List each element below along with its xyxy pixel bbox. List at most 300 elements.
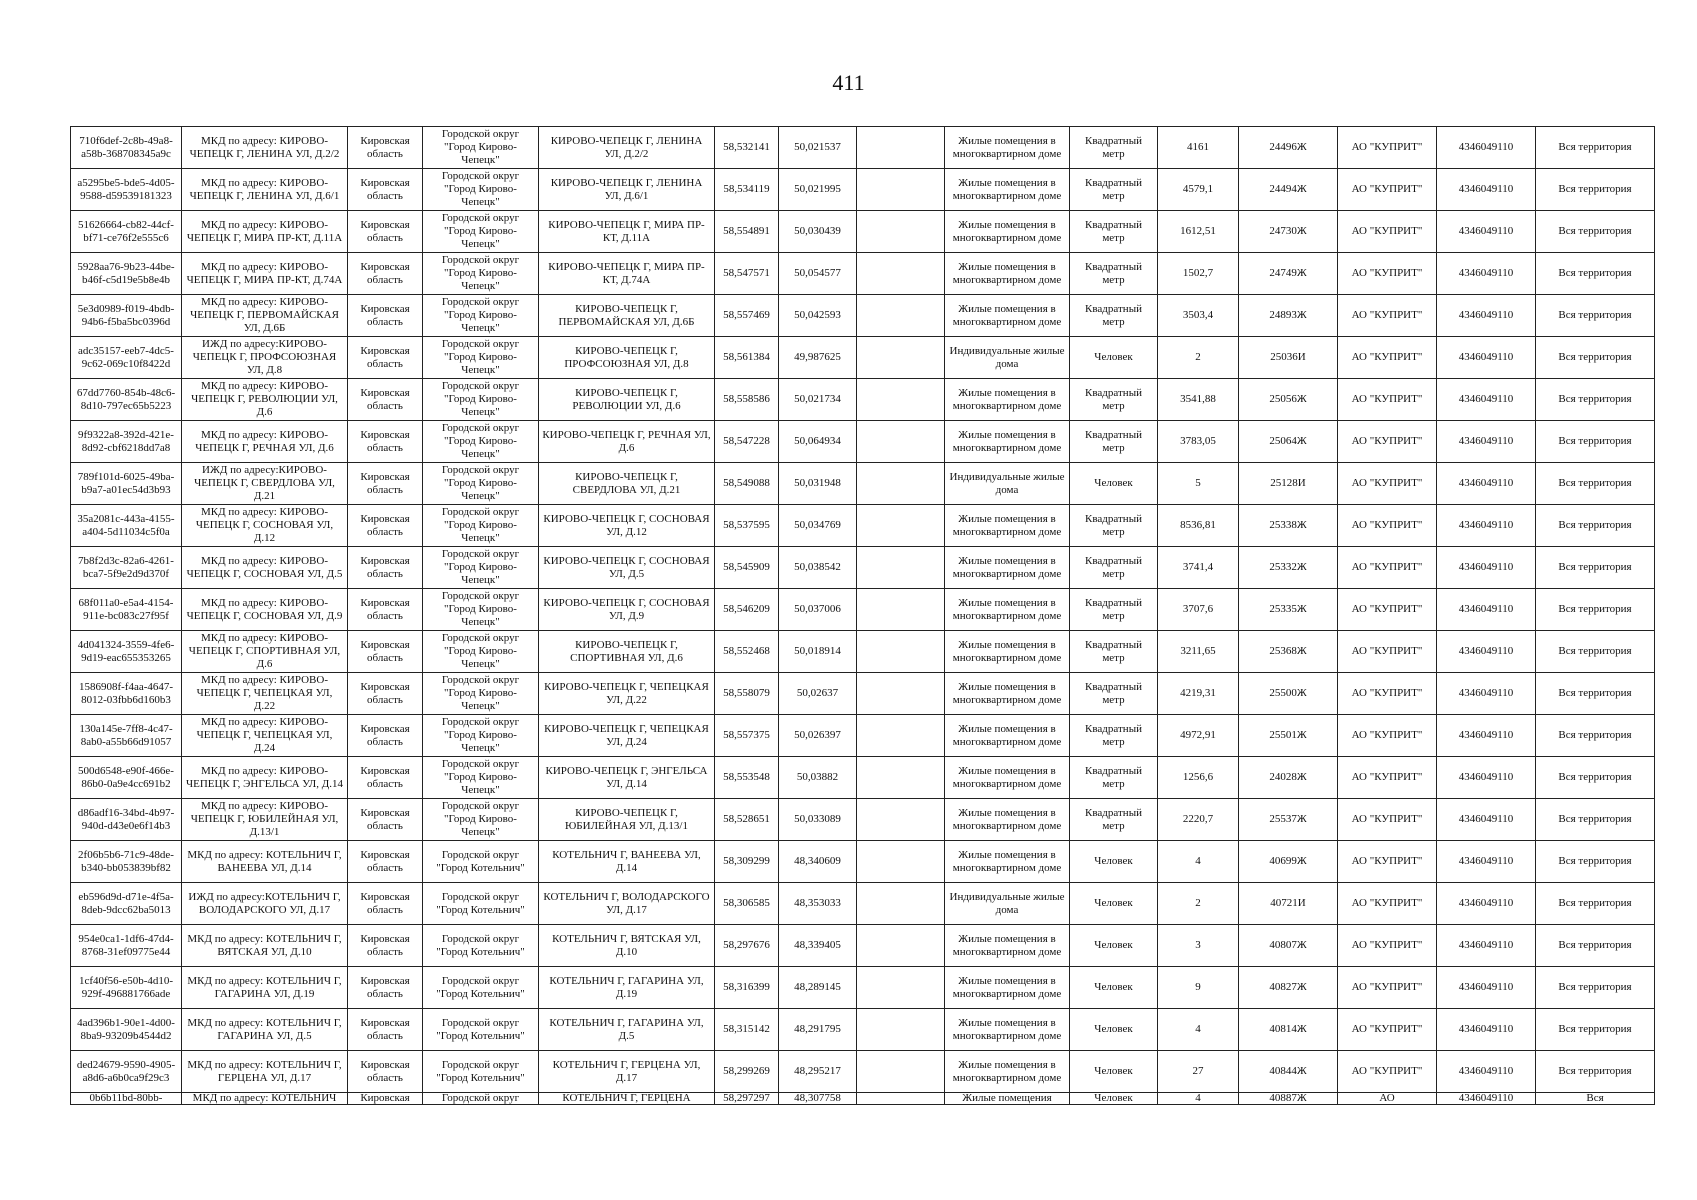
id-cell: 5928aa76-9b23-44be-b46f-c5d19e5b8e4b [71, 253, 182, 295]
region-cell: Кировская область [348, 883, 423, 925]
table-row [71, 295, 1655, 337]
territory-cell: Вся территория [1536, 421, 1655, 463]
address-cell: КИРОВО-ЧЕПЕЦК Г, СОСНОВАЯ УЛ, Д.5 [539, 547, 715, 589]
latitude-cell: 58,315142 [715, 1009, 779, 1051]
organization-cell: АО "КУПРИТ" [1338, 589, 1437, 631]
unit-cell: Квадратный метр [1070, 379, 1158, 421]
empty-cell [857, 841, 945, 883]
unit-cell: Квадратный метр [1070, 589, 1158, 631]
organization-cell: АО "КУПРИТ" [1338, 1009, 1437, 1051]
inn-cell: 4346049110 [1437, 967, 1536, 1009]
latitude-cell: 58,558586 [715, 379, 779, 421]
district-cell: Городской округ "Город Кирово-Чепецк" [423, 127, 539, 169]
region-cell: Кировская область [348, 337, 423, 379]
unit-cell: Квадратный метр [1070, 127, 1158, 169]
organization-cell: АО "КУПРИТ" [1338, 211, 1437, 253]
id-cell: 0b6b11bd-80bb- [71, 1093, 182, 1105]
address-cell: КОТЕЛЬНИЧ Г, ГЕРЦЕНА [539, 1093, 715, 1105]
table-row [71, 127, 1655, 169]
empty-cell [857, 379, 945, 421]
district-cell: Городской округ "Город Кирово-Чепецк" [423, 673, 539, 715]
object-type-cell: Жилые помещения в многоквартирном доме [945, 169, 1070, 211]
id-cell: 954e0ca1-1df6-47d4-8768-31ef09775e44 [71, 925, 182, 967]
longitude-cell: 50,030439 [779, 211, 857, 253]
district-cell: Городской округ "Город Котельнич" [423, 1009, 539, 1051]
table-row [71, 841, 1655, 883]
territory-cell: Вся территория [1536, 1051, 1655, 1093]
region-cell: Кировская область [348, 967, 423, 1009]
amount-cell: 3 [1158, 925, 1239, 967]
table-row [71, 505, 1655, 547]
organization-cell: АО "КУПРИТ" [1338, 673, 1437, 715]
longitude-cell: 48,339405 [779, 925, 857, 967]
organization-cell: АО "КУПРИТ" [1338, 463, 1437, 505]
amount-cell: 3707,6 [1158, 589, 1239, 631]
territory-cell: Вся территория [1536, 631, 1655, 673]
organization-cell: АО "КУПРИТ" [1338, 253, 1437, 295]
object-name-cell: МКД по адресу: КИРОВО-ЧЕПЕЦК Г, РЕЧНАЯ УЛ, Д.6 [182, 421, 348, 463]
empty-cell [857, 295, 945, 337]
code-cell: 24028Ж [1239, 757, 1338, 799]
address-cell: КИРОВО-ЧЕПЕЦК Г, ЧЕПЕЦКАЯ УЛ, Д.24 [539, 715, 715, 757]
table-row [71, 1009, 1655, 1051]
code-cell: 25335Ж [1239, 589, 1338, 631]
object-type-cell: Жилые помещения в многоквартирном доме [945, 967, 1070, 1009]
code-cell: 24496Ж [1239, 127, 1338, 169]
region-cell: Кировская область [348, 589, 423, 631]
territory-cell: Вся территория [1536, 127, 1655, 169]
object-type-cell: Индивидуальные жилые дома [945, 463, 1070, 505]
address-cell: КИРОВО-ЧЕПЕЦК Г, ПЕРВОМАЙСКАЯ УЛ, Д.6Б [539, 295, 715, 337]
district-cell: Городской округ "Город Котельнич" [423, 967, 539, 1009]
table-row [71, 169, 1655, 211]
table-row [71, 463, 1655, 505]
territory-cell: Вся территория [1536, 547, 1655, 589]
amount-cell: 4 [1158, 1009, 1239, 1051]
object-name-cell: МКД по адресу: КИРОВО-ЧЕПЕЦК Г, СОСНОВАЯ УЛ, Д.9 [182, 589, 348, 631]
territory-cell: Вся территория [1536, 463, 1655, 505]
amount-cell: 3541,88 [1158, 379, 1239, 421]
code-cell: 25368Ж [1239, 631, 1338, 673]
object-type-cell: Жилые помещения в многоквартирном доме [945, 589, 1070, 631]
id-cell: 51626664-cb82-44cf-bf71-ce76f2e555c6 [71, 211, 182, 253]
unit-cell: Человек [1070, 337, 1158, 379]
empty-cell [857, 715, 945, 757]
amount-cell: 1502,7 [1158, 253, 1239, 295]
code-cell: 25537Ж [1239, 799, 1338, 841]
code-cell: 40721И [1239, 883, 1338, 925]
object-name-cell: ИЖД по адресу:КИРОВО-ЧЕПЕЦК Г, СВЕРДЛОВА УЛ, Д.21 [182, 463, 348, 505]
unit-cell: Человек [1070, 841, 1158, 883]
code-cell: 24893Ж [1239, 295, 1338, 337]
inn-cell: 4346049110 [1437, 547, 1536, 589]
amount-cell: 4579,1 [1158, 169, 1239, 211]
table-row [71, 925, 1655, 967]
code-cell: 25501Ж [1239, 715, 1338, 757]
unit-cell: Квадратный метр [1070, 295, 1158, 337]
territory-cell: Вся территория [1536, 211, 1655, 253]
region-cell: Кировская область [348, 841, 423, 883]
empty-cell [857, 589, 945, 631]
longitude-cell: 48,291795 [779, 1009, 857, 1051]
district-cell: Городской округ "Город Кирово-Чепецк" [423, 589, 539, 631]
page-number: 411 [832, 70, 865, 95]
object-type-cell: Жилые помещения в многоквартирном доме [945, 673, 1070, 715]
inn-cell: 4346049110 [1437, 1093, 1536, 1105]
organization-cell: АО "КУПРИТ" [1338, 1051, 1437, 1093]
object-type-cell: Жилые помещения в многоквартирном доме [945, 127, 1070, 169]
object-type-cell: Жилые помещения [945, 1093, 1070, 1105]
territory-cell: Вся территория [1536, 715, 1655, 757]
object-type-cell: Жилые помещения в многоквартирном доме [945, 295, 1070, 337]
amount-cell: 8536,81 [1158, 505, 1239, 547]
region-cell: Кировская область [348, 673, 423, 715]
empty-cell [857, 757, 945, 799]
inn-cell: 4346049110 [1437, 673, 1536, 715]
table-row [71, 421, 1655, 463]
object-name-cell: МКД по адресу: КИРОВО-ЧЕПЕЦК Г, ЭНГЕЛЬСА УЛ, Д.14 [182, 757, 348, 799]
latitude-cell: 58,309299 [715, 841, 779, 883]
territory-cell: Вся территория [1536, 883, 1655, 925]
object-type-cell: Жилые помещения в многоквартирном доме [945, 211, 1070, 253]
longitude-cell: 50,021537 [779, 127, 857, 169]
object-name-cell: МКД по адресу: КИРОВО-ЧЕПЕЦК Г, ЧЕПЕЦКАЯ УЛ, Д.24 [182, 715, 348, 757]
unit-cell: Квадратный метр [1070, 211, 1158, 253]
region-cell: Кировская область [348, 715, 423, 757]
amount-cell: 3503,4 [1158, 295, 1239, 337]
object-name-cell: МКД по адресу: КОТЕЛЬНИЧ Г, ГАГАРИНА УЛ, Д.5 [182, 1009, 348, 1051]
code-cell: 40844Ж [1239, 1051, 1338, 1093]
organization-cell: АО "КУПРИТ" [1338, 379, 1437, 421]
latitude-cell: 58,549088 [715, 463, 779, 505]
object-type-cell: Жилые помещения в многоквартирном доме [945, 1051, 1070, 1093]
latitude-cell: 58,545909 [715, 547, 779, 589]
amount-cell: 5 [1158, 463, 1239, 505]
object-name-cell: МКД по адресу: КИРОВО-ЧЕПЕЦК Г, РЕВОЛЮЦИИ УЛ, Д.6 [182, 379, 348, 421]
district-cell: Городской округ "Город Кирово-Чепецк" [423, 463, 539, 505]
id-cell: 1586908f-f4aa-4647-8012-03fbb6d160b3 [71, 673, 182, 715]
organization-cell: АО "КУПРИТ" [1338, 715, 1437, 757]
object-type-cell: Жилые помещения в многоквартирном доме [945, 925, 1070, 967]
latitude-cell: 58,534119 [715, 169, 779, 211]
inn-cell: 4346049110 [1437, 1009, 1536, 1051]
unit-cell: Квадратный метр [1070, 253, 1158, 295]
unit-cell: Квадратный метр [1070, 547, 1158, 589]
organization-cell: АО "КУПРИТ" [1338, 505, 1437, 547]
latitude-cell: 58,554891 [715, 211, 779, 253]
longitude-cell: 50,037006 [779, 589, 857, 631]
longitude-cell: 49,987625 [779, 337, 857, 379]
unit-cell: Человек [1070, 925, 1158, 967]
id-cell: 500d6548-e90f-466e-86b0-0a9e4cc691b2 [71, 757, 182, 799]
inn-cell: 4346049110 [1437, 295, 1536, 337]
region-cell: Кировская область [348, 799, 423, 841]
address-cell: КИРОВО-ЧЕПЕЦК Г, ЛЕНИНА УЛ, Д.6/1 [539, 169, 715, 211]
region-cell: Кировская область [348, 211, 423, 253]
amount-cell: 2 [1158, 883, 1239, 925]
region-cell: Кировская область [348, 379, 423, 421]
territory-cell: Вся территория [1536, 169, 1655, 211]
latitude-cell: 58,557469 [715, 295, 779, 337]
address-cell: КИРОВО-ЧЕПЕЦК Г, ЮБИЛЕЙНАЯ УЛ, Д.13/1 [539, 799, 715, 841]
address-cell: КИРОВО-ЧЕПЕЦК Г, СОСНОВАЯ УЛ, Д.12 [539, 505, 715, 547]
inn-cell: 4346049110 [1437, 1051, 1536, 1093]
organization-cell: АО "КУПРИТ" [1338, 967, 1437, 1009]
longitude-cell: 48,307758 [779, 1093, 857, 1105]
inn-cell: 4346049110 [1437, 589, 1536, 631]
table-row [71, 1051, 1655, 1093]
object-type-cell: Жилые помещения в многоквартирном доме [945, 547, 1070, 589]
address-cell: КИРОВО-ЧЕПЕЦК Г, ПРОФСОЮЗНАЯ УЛ, Д.8 [539, 337, 715, 379]
empty-cell [857, 1009, 945, 1051]
longitude-cell: 50,031948 [779, 463, 857, 505]
district-cell: Городской округ "Город Котельнич" [423, 883, 539, 925]
organization-cell: АО "КУПРИТ" [1338, 337, 1437, 379]
code-cell: 24494Ж [1239, 169, 1338, 211]
unit-cell: Квадратный метр [1070, 799, 1158, 841]
empty-cell [857, 127, 945, 169]
territory-cell: Вся [1536, 1093, 1655, 1105]
region-cell: Кировская область [348, 169, 423, 211]
empty-cell [857, 547, 945, 589]
unit-cell: Квадратный метр [1070, 169, 1158, 211]
table-row [71, 673, 1655, 715]
region-cell: Кировская область [348, 757, 423, 799]
object-name-cell: МКД по адресу: КОТЕЛЬНИЧ Г, ВЯТСКАЯ УЛ, Д.10 [182, 925, 348, 967]
district-cell: Городской округ "Город Кирово-Чепецк" [423, 337, 539, 379]
organization-cell: АО "КУПРИТ" [1338, 631, 1437, 673]
district-cell: Городской округ "Город Кирово-Чепецк" [423, 379, 539, 421]
territory-cell: Вся территория [1536, 967, 1655, 1009]
table-row [71, 379, 1655, 421]
inn-cell: 4346049110 [1437, 757, 1536, 799]
id-cell: adc35157-eeb7-4dc5-9c62-069c10f8422d [71, 337, 182, 379]
inn-cell: 4346049110 [1437, 841, 1536, 883]
code-cell: 40827Ж [1239, 967, 1338, 1009]
address-cell: КИРОВО-ЧЕПЕЦК Г, ЛЕНИНА УЛ, Д.2/2 [539, 127, 715, 169]
latitude-cell: 58,547571 [715, 253, 779, 295]
district-cell: Городской округ "Город Кирово-Чепецк" [423, 715, 539, 757]
id-cell: 2f06b5b6-71c9-48de-b340-bb053839bf82 [71, 841, 182, 883]
table-row [71, 589, 1655, 631]
address-cell: КИРОВО-ЧЕПЕЦК Г, СОСНОВАЯ УЛ, Д.9 [539, 589, 715, 631]
table-row [71, 211, 1655, 253]
territory-cell: Вся территория [1536, 673, 1655, 715]
organization-cell: АО "КУПРИТ" [1338, 757, 1437, 799]
organization-cell: АО "КУПРИТ" [1338, 127, 1437, 169]
longitude-cell: 48,353033 [779, 883, 857, 925]
object-name-cell: МКД по адресу: КИРОВО-ЧЕПЕЦК Г, ПЕРВОМАЙСКАЯ УЛ, Д.6Б [182, 295, 348, 337]
unit-cell: Человек [1070, 967, 1158, 1009]
latitude-cell: 58,306585 [715, 883, 779, 925]
empty-cell [857, 631, 945, 673]
unit-cell: Квадратный метр [1070, 631, 1158, 673]
amount-cell: 4219,31 [1158, 673, 1239, 715]
region-cell: Кировская область [348, 421, 423, 463]
object-type-cell: Жилые помещения в многоквартирном доме [945, 253, 1070, 295]
id-cell: d86adf16-34bd-4b97-940d-d43e0e6f14b3 [71, 799, 182, 841]
id-cell: 4d041324-3559-4fe6-9d19-eac655353265 [71, 631, 182, 673]
organization-cell: АО "КУПРИТ" [1338, 883, 1437, 925]
amount-cell: 9 [1158, 967, 1239, 1009]
organization-cell: АО "КУПРИТ" [1338, 295, 1437, 337]
address-cell: КОТЕЛЬНИЧ Г, ГАГАРИНА УЛ, Д.19 [539, 967, 715, 1009]
empty-cell [857, 211, 945, 253]
code-cell: 25332Ж [1239, 547, 1338, 589]
region-cell: Кировская область [348, 253, 423, 295]
code-cell: 40699Ж [1239, 841, 1338, 883]
object-name-cell: МКД по адресу: КИРОВО-ЧЕПЕЦК Г, ЛЕНИНА УЛ, Д.2/2 [182, 127, 348, 169]
longitude-cell: 50,034769 [779, 505, 857, 547]
district-cell: Городской округ "Город Кирово-Чепецк" [423, 169, 539, 211]
latitude-cell: 58,547228 [715, 421, 779, 463]
organization-cell: АО [1338, 1093, 1437, 1105]
code-cell: 40814Ж [1239, 1009, 1338, 1051]
id-cell: a5295be5-bde5-4d05-9588-d59539181323 [71, 169, 182, 211]
longitude-cell: 50,021995 [779, 169, 857, 211]
organization-cell: АО "КУПРИТ" [1338, 547, 1437, 589]
address-cell: КИРОВО-ЧЕПЕЦК Г, СВЕРДЛОВА УЛ, Д.21 [539, 463, 715, 505]
object-name-cell: МКД по адресу: КИРОВО-ЧЕПЕЦК Г, ЛЕНИНА УЛ, Д.6/1 [182, 169, 348, 211]
empty-cell [857, 673, 945, 715]
organization-cell: АО "КУПРИТ" [1338, 799, 1437, 841]
amount-cell: 4161 [1158, 127, 1239, 169]
unit-cell: Квадратный метр [1070, 757, 1158, 799]
address-cell: КИРОВО-ЧЕПЕЦК Г, МИРА ПР-КТ, Д.11А [539, 211, 715, 253]
longitude-cell: 50,042593 [779, 295, 857, 337]
longitude-cell: 50,033089 [779, 799, 857, 841]
object-type-cell: Жилые помещения в многоквартирном доме [945, 799, 1070, 841]
inn-cell: 4346049110 [1437, 169, 1536, 211]
region-cell: Кировская область [348, 925, 423, 967]
region-cell: Кировская [348, 1093, 423, 1105]
object-type-cell: Жилые помещения в многоквартирном доме [945, 379, 1070, 421]
address-cell: КИРОВО-ЧЕПЕЦК Г, МИРА ПР-КТ, Д.74А [539, 253, 715, 295]
table-row [71, 715, 1655, 757]
empty-cell [857, 337, 945, 379]
unit-cell: Квадратный метр [1070, 673, 1158, 715]
empty-cell [857, 883, 945, 925]
id-cell: 5e3d0989-f019-4bdb-94b6-f5ba5bc0396d [71, 295, 182, 337]
territory-cell: Вся территория [1536, 589, 1655, 631]
unit-cell: Человек [1070, 1051, 1158, 1093]
territory-cell: Вся территория [1536, 799, 1655, 841]
unit-cell: Квадратный метр [1070, 421, 1158, 463]
empty-cell [857, 253, 945, 295]
address-cell: КИРОВО-ЧЕПЕЦК Г, ЭНГЕЛЬСА УЛ, Д.14 [539, 757, 715, 799]
amount-cell: 4972,91 [1158, 715, 1239, 757]
region-cell: Кировская область [348, 127, 423, 169]
id-cell: 4ad396b1-90e1-4d00-8ba9-93209b4544d2 [71, 1009, 182, 1051]
address-cell: КОТЕЛЬНИЧ Г, ВАНЕЕВА УЛ, Д.14 [539, 841, 715, 883]
longitude-cell: 50,03882 [779, 757, 857, 799]
empty-cell [857, 967, 945, 1009]
object-type-cell: Жилые помещения в многоквартирном доме [945, 505, 1070, 547]
latitude-cell: 58,297676 [715, 925, 779, 967]
address-cell: КИРОВО-ЧЕПЕЦК Г, РЕЧНАЯ УЛ, Д.6 [539, 421, 715, 463]
longitude-cell: 48,295217 [779, 1051, 857, 1093]
object-type-cell: Жилые помещения в многоквартирном доме [945, 715, 1070, 757]
amount-cell: 4 [1158, 1093, 1239, 1105]
amount-cell: 3783,05 [1158, 421, 1239, 463]
table-row [71, 799, 1655, 841]
address-cell: КОТЕЛЬНИЧ Г, ВОЛОДАРСКОГО УЛ, Д.17 [539, 883, 715, 925]
table-row-partial [71, 1093, 1655, 1105]
object-type-cell: Жилые помещения в многоквартирном доме [945, 841, 1070, 883]
table-body [71, 127, 1655, 1105]
unit-cell: Человек [1070, 1093, 1158, 1105]
empty-cell [857, 421, 945, 463]
object-name-cell: МКД по адресу: КОТЕЛЬНИЧ [182, 1093, 348, 1105]
district-cell: Городской округ "Город Кирово-Чепецк" [423, 211, 539, 253]
longitude-cell: 50,018914 [779, 631, 857, 673]
id-cell: eb596d9d-d71e-4f5a-8deb-9dcc62ba5013 [71, 883, 182, 925]
unit-cell: Квадратный метр [1070, 715, 1158, 757]
inn-cell: 4346049110 [1437, 799, 1536, 841]
table-row [71, 883, 1655, 925]
latitude-cell: 58,553548 [715, 757, 779, 799]
longitude-cell: 50,038542 [779, 547, 857, 589]
inn-cell: 4346049110 [1437, 631, 1536, 673]
latitude-cell: 58,528651 [715, 799, 779, 841]
latitude-cell: 58,552468 [715, 631, 779, 673]
region-cell: Кировская область [348, 631, 423, 673]
district-cell: Городской округ "Город Кирово-Чепецк" [423, 295, 539, 337]
address-cell: КОТЕЛЬНИЧ Г, ВЯТСКАЯ УЛ, Д.10 [539, 925, 715, 967]
code-cell: 24730Ж [1239, 211, 1338, 253]
district-cell: Городской округ "Город Котельнич" [423, 925, 539, 967]
code-cell: 25056Ж [1239, 379, 1338, 421]
amount-cell: 3741,4 [1158, 547, 1239, 589]
district-cell: Городской округ "Город Котельнич" [423, 1051, 539, 1093]
id-cell: 35a2081c-443a-4155-a404-5d11034c5f0a [71, 505, 182, 547]
code-cell: 40887Ж [1239, 1093, 1338, 1105]
object-name-cell: ИЖД по адресу:КИРОВО-ЧЕПЕЦК Г, ПРОФСОЮЗНАЯ УЛ, Д.8 [182, 337, 348, 379]
inn-cell: 4346049110 [1437, 379, 1536, 421]
object-name-cell: МКД по адресу: КИРОВО-ЧЕПЕЦК Г, МИРА ПР-КТ, Д.11А [182, 211, 348, 253]
latitude-cell: 58,546209 [715, 589, 779, 631]
longitude-cell: 48,340609 [779, 841, 857, 883]
district-cell: Городской округ "Город Кирово-Чепецк" [423, 631, 539, 673]
amount-cell: 3211,65 [1158, 631, 1239, 673]
code-cell: 24749Ж [1239, 253, 1338, 295]
code-cell: 40807Ж [1239, 925, 1338, 967]
object-type-cell: Жилые помещения в многоквартирном доме [945, 757, 1070, 799]
address-cell: КИРОВО-ЧЕПЕЦК Г, СПОРТИВНАЯ УЛ, Д.6 [539, 631, 715, 673]
object-type-cell: Жилые помещения в многоквартирном доме [945, 1009, 1070, 1051]
longitude-cell: 50,026397 [779, 715, 857, 757]
region-cell: Кировская область [348, 295, 423, 337]
latitude-cell: 58,557375 [715, 715, 779, 757]
longitude-cell: 48,289145 [779, 967, 857, 1009]
region-cell: Кировская область [348, 463, 423, 505]
object-name-cell: МКД по адресу: КИРОВО-ЧЕПЕЦК Г, СПОРТИВНАЯ УЛ, Д.6 [182, 631, 348, 673]
district-cell: Городской округ "Город Котельнич" [423, 841, 539, 883]
code-cell: 25338Ж [1239, 505, 1338, 547]
object-type-cell: Индивидуальные жилые дома [945, 883, 1070, 925]
table-row [71, 253, 1655, 295]
table-row [71, 967, 1655, 1009]
amount-cell: 4 [1158, 841, 1239, 883]
organization-cell: АО "КУПРИТ" [1338, 169, 1437, 211]
longitude-cell: 50,02637 [779, 673, 857, 715]
id-cell: 710f6def-2c8b-49a8-a58b-368708345a9c [71, 127, 182, 169]
empty-cell [857, 505, 945, 547]
organization-cell: АО "КУПРИТ" [1338, 841, 1437, 883]
table-row [71, 757, 1655, 799]
object-name-cell: МКД по адресу: КОТЕЛЬНИЧ Г, ГЕРЦЕНА УЛ, Д.17 [182, 1051, 348, 1093]
latitude-cell: 58,316399 [715, 967, 779, 1009]
